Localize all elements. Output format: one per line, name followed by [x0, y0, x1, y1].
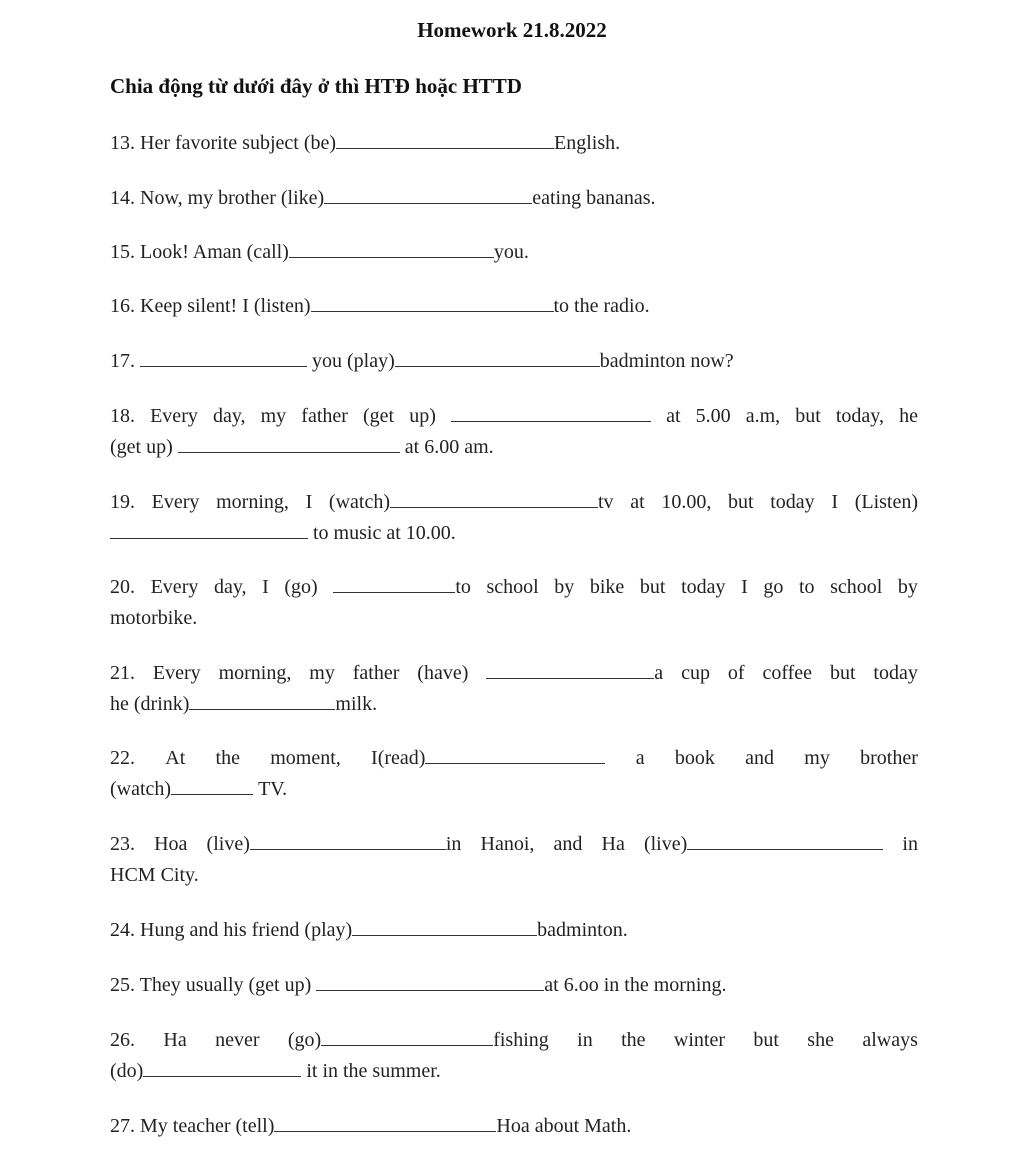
- question-text: 25. They usually (get up): [110, 974, 312, 996]
- word: father: [301, 405, 348, 427]
- answer-blank: [333, 572, 455, 593]
- word: 19.: [110, 491, 135, 513]
- word: fishing: [493, 1029, 549, 1051]
- word: my: [260, 405, 287, 427]
- question-22: [110, 743, 918, 805]
- question-text: 13. Her favorite subject (be): [110, 132, 337, 154]
- answer-blank: [311, 291, 554, 312]
- word: Every: [150, 405, 198, 427]
- word: I: [262, 576, 269, 598]
- word: in: [445, 833, 462, 855]
- question-text: at 6.oo in the morning.: [544, 974, 727, 996]
- answer-blank: [110, 518, 308, 539]
- word: brother: [860, 747, 918, 769]
- answer-blank: [395, 346, 600, 367]
- answer-blank: [140, 346, 307, 367]
- word: always: [862, 1029, 918, 1051]
- word: today: [770, 491, 815, 513]
- word: (watch): [328, 491, 390, 513]
- word: the: [215, 747, 240, 769]
- answer-blank: [316, 970, 544, 991]
- question-24: [110, 915, 918, 946]
- word: today: [681, 576, 726, 598]
- word: go: [763, 576, 784, 598]
- question-23: [110, 829, 918, 891]
- word: (live): [206, 833, 250, 855]
- answer-blank: [336, 128, 554, 149]
- question-text: at 6.00 am.: [404, 436, 494, 458]
- question-text: (do): [110, 1060, 144, 1082]
- word: but: [728, 491, 754, 513]
- answer-blank: [189, 689, 335, 710]
- word: Ha: [601, 833, 625, 855]
- word: Hanoi,: [480, 833, 535, 855]
- word: the: [621, 1029, 646, 1051]
- question-25: [110, 970, 918, 1001]
- question-text: badminton.: [537, 919, 628, 941]
- question-text: 17.: [110, 350, 135, 372]
- word: cup: [681, 662, 710, 684]
- question-text: to music at 10.00.: [313, 522, 456, 544]
- word: coffee: [762, 662, 813, 684]
- word: but: [829, 662, 856, 684]
- word: my: [804, 747, 830, 769]
- word: day,: [213, 576, 247, 598]
- word: 21.: [110, 662, 135, 684]
- word: but: [639, 576, 666, 598]
- word: morning,: [218, 662, 292, 684]
- word: Every: [152, 662, 201, 684]
- word: he: [899, 405, 918, 427]
- question-text: (watch): [110, 778, 172, 800]
- question-text: motorbike.: [110, 607, 198, 629]
- word: 22.: [110, 747, 135, 769]
- word: a.m,: [745, 405, 781, 427]
- question-15: [110, 237, 918, 268]
- question-13: [110, 128, 918, 159]
- word: 18.: [110, 405, 135, 427]
- question-18: [110, 401, 918, 463]
- word: Every: [151, 491, 200, 513]
- question-text: eating bananas.: [532, 187, 656, 209]
- question-20: [110, 572, 918, 634]
- answer-blank: [324, 183, 532, 204]
- answer-blank: [486, 658, 654, 679]
- answer-blank: [321, 1025, 493, 1046]
- word: Ha: [163, 1029, 187, 1051]
- answer-blank: [352, 915, 537, 936]
- word: bike: [589, 576, 625, 598]
- word: I: [741, 576, 748, 598]
- word: morning,: [216, 491, 289, 513]
- word: today: [873, 662, 918, 684]
- answer-blank: [687, 829, 883, 850]
- word: a: [635, 747, 645, 769]
- question-14: [110, 183, 918, 214]
- word: tv: [597, 491, 614, 513]
- word: 10.00,: [661, 491, 712, 513]
- answer-blank: [425, 743, 605, 764]
- page-title: Homework 21.8.2022: [417, 18, 607, 42]
- word: 23.: [110, 833, 135, 855]
- word: (get: [363, 405, 395, 427]
- question-text: he (drink): [110, 693, 190, 715]
- question-26: [110, 1025, 918, 1087]
- answer-blank: [390, 487, 598, 508]
- word: 26.: [110, 1029, 135, 1051]
- question-text: to the radio.: [553, 295, 650, 317]
- word: moment,: [270, 747, 341, 769]
- question-text: it in the summer.: [306, 1060, 441, 1082]
- answer-blank: [250, 829, 446, 850]
- word: by: [897, 576, 918, 598]
- word: day,: [212, 405, 246, 427]
- question-text: 16. Keep silent! I (listen): [110, 295, 311, 317]
- word: to: [798, 576, 815, 598]
- word: to: [455, 576, 471, 598]
- word: in: [902, 833, 918, 855]
- word: today,: [835, 405, 885, 427]
- word: up): [409, 405, 436, 427]
- question-text: 15. Look! Aman (call): [110, 241, 289, 263]
- word: at: [666, 405, 681, 427]
- word: and: [553, 833, 583, 855]
- word: book: [674, 747, 715, 769]
- word: never: [215, 1029, 260, 1051]
- word: school: [486, 576, 539, 598]
- word: (have): [417, 662, 469, 684]
- question-text: TV.: [258, 778, 288, 800]
- answer-blank: [178, 432, 400, 453]
- word: in: [577, 1029, 593, 1051]
- word: of: [727, 662, 745, 684]
- question-text: you.: [493, 241, 529, 263]
- question-text: milk.: [335, 693, 378, 715]
- word: I: [305, 491, 313, 513]
- question-text: Hoa about Math.: [496, 1115, 632, 1137]
- question-text: (get up): [110, 436, 173, 458]
- instruction-heading: Chia động từ dưới đây ở thì HTĐ hoặc HTTD: [110, 74, 522, 98]
- word: my: [309, 662, 335, 684]
- word: and: [745, 747, 775, 769]
- word: father: [352, 662, 400, 684]
- word: Every: [150, 576, 199, 598]
- word: school: [830, 576, 883, 598]
- word: (go): [287, 1029, 322, 1051]
- word: (go): [284, 576, 318, 598]
- word: she: [807, 1029, 834, 1051]
- question-27: [110, 1111, 918, 1142]
- word: but: [753, 1029, 779, 1051]
- answer-blank: [274, 1111, 496, 1132]
- word: but: [795, 405, 821, 427]
- question-17: [110, 346, 918, 377]
- question-text: badminton now?: [599, 350, 734, 372]
- answer-blank: [289, 237, 494, 258]
- question-text: 14. Now, my brother (like): [110, 187, 325, 209]
- answer-blank: [451, 401, 651, 422]
- word: 5.00: [695, 405, 731, 427]
- word: I(read): [371, 747, 426, 769]
- word: I: [831, 491, 839, 513]
- question-text: English.: [554, 132, 621, 154]
- word: a: [654, 662, 664, 684]
- answer-blank: [171, 774, 253, 795]
- question-text: you (play): [312, 350, 395, 372]
- question-19: [110, 487, 918, 549]
- question-21: [110, 658, 918, 720]
- answer-blank: [143, 1056, 301, 1077]
- word: at: [630, 491, 645, 513]
- word: (Listen): [854, 491, 918, 513]
- word: winter: [673, 1029, 725, 1051]
- word: (live): [643, 833, 688, 855]
- word: by: [554, 576, 575, 598]
- word: 20.: [110, 576, 135, 598]
- question-text: 27. My teacher (tell): [110, 1115, 275, 1137]
- question-text: HCM City.: [110, 864, 199, 886]
- question-text: 24. Hung and his friend (play): [110, 919, 353, 941]
- word: At: [165, 747, 186, 769]
- word: Hoa: [154, 833, 188, 855]
- question-16: [110, 291, 918, 322]
